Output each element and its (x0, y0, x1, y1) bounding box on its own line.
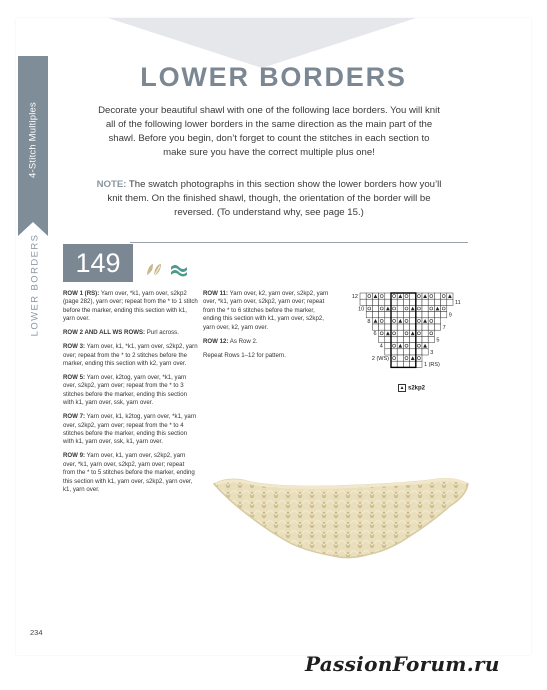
instruction-row-label: ROW 3: (63, 343, 86, 351)
chart-cell (397, 312, 403, 318)
row-label-right: 3 (430, 349, 434, 356)
chart-cell (391, 324, 397, 330)
chart-cell (416, 293, 422, 299)
chart-cell (410, 293, 416, 299)
s2kp2-symbol-icon: ▲ (399, 385, 405, 391)
chart-cell (403, 330, 409, 336)
chart-cell (422, 312, 428, 318)
chart-cell (416, 305, 422, 311)
chart-cell (385, 299, 391, 305)
instruction-row-label: ROW 5: (63, 374, 86, 382)
chart-cell (428, 336, 434, 342)
chart-cell (403, 293, 409, 299)
note-paragraph (96, 178, 442, 220)
instruction-row (203, 290, 333, 332)
chart-cell (360, 299, 366, 305)
instruction-row-label: ROW 9: (63, 452, 86, 460)
chart-cell (416, 312, 422, 318)
instruction-row (63, 374, 198, 408)
chart-cell (447, 299, 453, 305)
chart-cell (366, 293, 372, 299)
instruction-row-label: ROW 1 (RS): (63, 290, 100, 297)
chart-cell (428, 299, 434, 305)
chart-cell (403, 299, 409, 305)
chart-cell (379, 312, 385, 318)
page-title: LOWER BORDERS (140, 62, 407, 92)
instruction-row (63, 413, 198, 447)
chart-cell (428, 324, 434, 330)
chart-cell (441, 312, 447, 318)
row-label-left: 2 (WS) (371, 356, 389, 362)
leaf-icon (145, 262, 163, 278)
chart-cell (397, 355, 403, 361)
chart-cell (397, 330, 403, 336)
chart-cell (416, 324, 422, 330)
swatch-photo (210, 470, 472, 562)
chart-cell (410, 324, 416, 330)
chart-cell (397, 361, 403, 367)
chart-cell (403, 336, 409, 342)
chart-cell (416, 361, 422, 367)
chart-cell (428, 312, 434, 318)
chart-cell (422, 299, 428, 305)
chart-cell (434, 324, 440, 330)
chart-cell (416, 330, 422, 336)
instruction-row-label: ROW 7: (63, 413, 86, 421)
chart-cell (397, 305, 403, 311)
chart-cell (379, 324, 385, 330)
knitting-chart (340, 289, 475, 383)
chart-cell (385, 343, 391, 349)
section-divider (130, 242, 468, 243)
chart-cell (403, 349, 409, 355)
instruction-row-text: Yarn over, k2tog, yarn over, *k1, yarn over, s2kp2, yarn over; repeat from the * to 3 stitches before the marker, ending this section with k1, yarn over, ssk, yarn over. (63, 374, 187, 407)
chart-cell (385, 318, 391, 324)
chart-cell (385, 336, 391, 342)
row-label-left: 8 (367, 318, 371, 325)
instructions-column-2 (203, 290, 333, 366)
chart-cell (391, 293, 397, 299)
side-section-label: LOWER BORDERS (29, 233, 41, 337)
chart-cell (422, 336, 428, 342)
instruction-row (63, 290, 198, 324)
instruction-row (203, 338, 333, 346)
chart-cell (441, 299, 447, 305)
chart-cell (422, 349, 428, 355)
side-tab-label: 4-Stitch Multiples (27, 102, 39, 178)
instruction-row-text: Purl across. (145, 329, 179, 337)
chart-cell (397, 324, 403, 330)
chart-cell (360, 293, 366, 299)
chart-cell (391, 336, 397, 342)
chart-cell (428, 330, 434, 336)
instruction-row (63, 343, 198, 368)
chart-cell (366, 312, 372, 318)
chart-cell (379, 293, 385, 299)
watermark-logo: PassionForum.ru (305, 652, 500, 676)
chart-cell (410, 361, 416, 367)
chart-cell (391, 349, 397, 355)
instructions-column-1 (63, 290, 198, 500)
instruction-row (63, 452, 198, 494)
chart-cell (416, 318, 422, 324)
page-number: 234 (30, 628, 43, 637)
chart-cell (428, 318, 434, 324)
row-label-right: 7 (442, 325, 446, 331)
instruction-row-text: Yarn over, k1, yarn over, s2kp2, yarn over, *k1, yarn over, s2kp2, yarn over; repeat from the * to 5 stitches before the marker, ending this section with k1, yarn over, s2kp2, yarn over, k1, yarn over. (63, 452, 195, 494)
chart-cell (410, 336, 416, 342)
chart-cell (410, 343, 416, 349)
instruction-row-text: Yarn over, k1, *k1, yarn over, s2kp2, yarn over; repeat from the * to 2 stitches before the marker, ending this section with k2, yarn over. (63, 343, 198, 368)
instruction-row-text: Yarn over, k2, yarn over, s2kp2, yarn over, *k1, yarn over, s2kp2, yarn over; repeat from the * to 6 stitches before the marker, ending this section with k1, yarn over, s2kp2, yarn over, k2, yarn over. (203, 290, 329, 331)
chart-cell (366, 299, 372, 305)
wave-icon (170, 262, 188, 278)
chart-cell (434, 299, 440, 305)
chart-cell (403, 361, 409, 367)
chart-cell (403, 305, 409, 311)
chart-cell (428, 293, 434, 299)
chart-cell (410, 349, 416, 355)
chart-cell (403, 355, 409, 361)
pattern-number: 149 (63, 244, 133, 282)
chart-cell (403, 343, 409, 349)
chart-cell (379, 299, 385, 305)
instruction-row-text: Repeat Rows 1–12 for pattern. (203, 351, 286, 359)
chart-cell (385, 293, 391, 299)
instruction-row (63, 329, 198, 337)
chart-cell (428, 305, 434, 311)
chart-cell (416, 343, 422, 349)
chart-cell (434, 312, 440, 318)
intro-paragraph: Decorate your beautiful shawl with one of the following lace borders. You will knit all of the following lower borders in the same direction as the main part of the shawl. Before you begin, don’t forget to count the stitches in each section to make sure you have the correct multiple plus one! (98, 105, 440, 158)
chart-cell (385, 349, 391, 355)
chart-cell (391, 318, 397, 324)
instruction-row-label: ROW 12: (203, 337, 229, 345)
row-label-left: 12 (351, 294, 358, 300)
instruction-row-text: As Row 2. (228, 337, 258, 345)
chart-cell (422, 324, 428, 330)
chart-cell (391, 355, 397, 361)
row-label-right: 5 (436, 337, 440, 344)
chart-cell (403, 312, 409, 318)
chart-cell (410, 318, 416, 324)
chart-cell (403, 324, 409, 330)
chart-cell (403, 318, 409, 324)
chart-cell (379, 318, 385, 324)
note-text: The swatch photographs in this section show the lower borders how you’ll knit them. On the finished shawl, though, the orientation of the border will be reversed. (To understand why, see page 15.) (107, 179, 442, 218)
row-label-left: 4 (379, 343, 383, 350)
chart-cell (379, 330, 385, 336)
chart-cell (372, 324, 378, 330)
chart-cell (391, 299, 397, 305)
chart-cell (385, 324, 391, 330)
legend-label: s2kp2 (408, 385, 426, 392)
chart-cell (397, 336, 403, 342)
chart-cell (441, 293, 447, 299)
chart-cell (391, 312, 397, 318)
chart-cell (410, 299, 416, 305)
chart-cell (397, 299, 403, 305)
row-label-left: 6 (373, 331, 377, 338)
chart-cell (441, 305, 447, 311)
chart-cell (410, 312, 416, 318)
row-label-right: 9 (448, 312, 452, 319)
instruction-row-text: Yarn over, *k1, yarn over, s2kp2 (page 282), yarn over; repeat from the * to 1 stitch before the marker, ending this section with k1, yarn over. (63, 290, 198, 323)
chart-cell (391, 343, 397, 349)
chart-cell (372, 312, 378, 318)
chart-cell (379, 305, 385, 311)
chart-cell (416, 336, 422, 342)
chart-cell (422, 305, 428, 311)
chart-cell (422, 330, 428, 336)
chart-cell (434, 293, 440, 299)
chart-cell (416, 349, 422, 355)
instruction-row-label: ROW 11: (203, 290, 229, 297)
chart-cell (416, 355, 422, 361)
header-triangle (108, 18, 416, 68)
note-label: NOTE: (96, 179, 127, 190)
chart-cell (372, 305, 378, 311)
instruction-row-label: ROW 2 AND ALL WS ROWS: (63, 329, 146, 337)
row-label-left: 10 (358, 306, 365, 313)
chart-cell (379, 336, 385, 342)
row-label-right: 11 (455, 300, 461, 307)
instruction-row-text: Yarn over, k1, k2tog, yarn over, *k1, yarn over, s2kp2, yarn over; repeat from the * to 4 stitches before the marker, ending this section with k1, yarn over, ssk, k1, yarn over. (63, 413, 197, 446)
chart-legend (398, 384, 425, 392)
chart-cell (391, 305, 397, 311)
chart-cell (391, 330, 397, 336)
instruction-row (203, 352, 333, 360)
chart-cell (385, 312, 391, 318)
chart-cell (372, 299, 378, 305)
chart-cell (434, 318, 440, 324)
chart-cell (416, 299, 422, 305)
chart-cell (366, 305, 372, 311)
chart-cell (391, 361, 397, 367)
chart-cell (397, 349, 403, 355)
row-label-right: 1 (RS) (424, 362, 440, 369)
